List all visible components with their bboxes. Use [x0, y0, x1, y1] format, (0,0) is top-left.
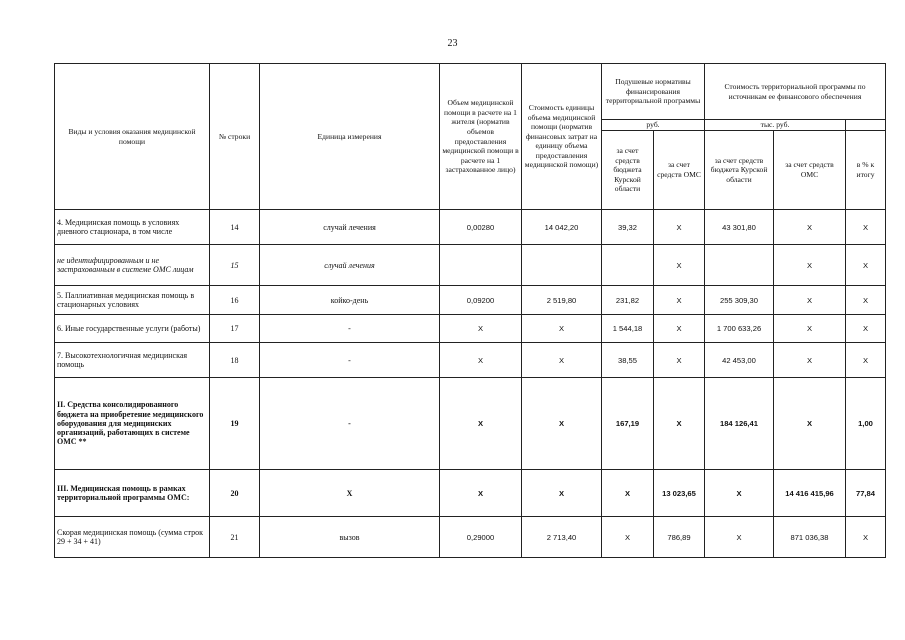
header-blank — [846, 120, 886, 131]
header-pc-oms: за счет средств ОМС — [654, 131, 705, 210]
header-per-capita: Подушевые нормативы финансирования территориальной программы — [602, 64, 705, 120]
row-pc-oms: 786,89 — [654, 517, 705, 558]
row-no: 18 — [210, 343, 260, 378]
row-tc-oms: X — [774, 286, 846, 315]
row-name: 7. Высокотехнологичная медицинская помощь — [55, 343, 210, 378]
header-pc-budget: за счет средств бюджета Курской области — [602, 131, 654, 210]
row-pct: X — [846, 210, 886, 245]
row-tc-oms: 871 036,38 — [774, 517, 846, 558]
row-pc-budget: X — [602, 517, 654, 558]
row-pc-budget: 231,82 — [602, 286, 654, 315]
row-no: 14 — [210, 210, 260, 245]
row-pc-budget — [602, 245, 654, 286]
row-pct: 1,00 — [846, 378, 886, 470]
row-unit: - — [260, 378, 440, 470]
row-cost: 14 042,20 — [522, 210, 602, 245]
row-unit: случай лечения — [260, 210, 440, 245]
header-cost: Стоимость единицы объема медицинской помощи (норматив финансовых затрат на единицу объема предоставления медицинской помощи) — [522, 64, 602, 210]
table-row — [55, 378, 886, 470]
row-tc-oms: X — [774, 315, 846, 343]
row-pc-oms: X — [654, 245, 705, 286]
row-volume: X — [440, 378, 522, 470]
row-no: 17 — [210, 315, 260, 343]
row-pct: X — [846, 245, 886, 286]
row-cost: X — [522, 315, 602, 343]
row-tc-budget: 42 453,00 — [705, 343, 774, 378]
row-pct: X — [846, 315, 886, 343]
row-tc-budget: 1 700 633,26 — [705, 315, 774, 343]
header-tc-oms: за счет средств ОМС — [774, 131, 846, 210]
row-pc-oms: X — [654, 210, 705, 245]
row-no: 21 — [210, 517, 260, 558]
table-row — [55, 470, 886, 517]
row-tc-budget: X — [705, 470, 774, 517]
row-unit: случай лечения — [260, 245, 440, 286]
row-cost — [522, 245, 602, 286]
row-tc-budget: X — [705, 517, 774, 558]
row-pc-oms: 13 023,65 — [654, 470, 705, 517]
table-row — [55, 245, 886, 286]
row-no: 15 — [210, 245, 260, 286]
row-volume: X — [440, 470, 522, 517]
row-volume — [440, 245, 522, 286]
row-name: III. Медицинская помощь в рамках территориальной программы ОМС: — [55, 470, 210, 517]
row-pc-budget: 38,55 — [602, 343, 654, 378]
row-tc-oms: X — [774, 210, 846, 245]
header-total-cost: Стоимость территориальной программы по источникам ее финансового обеспечения — [705, 64, 886, 120]
row-tc-oms: X — [774, 343, 846, 378]
row-tc-budget: 184 126,41 — [705, 378, 774, 470]
header-rub: руб. — [602, 120, 705, 131]
row-unit: - — [260, 343, 440, 378]
row-tc-budget: 43 301,80 — [705, 210, 774, 245]
row-cost: 2 519,80 — [522, 286, 602, 315]
row-volume: 0,29000 — [440, 517, 522, 558]
row-cost: X — [522, 378, 602, 470]
header-types: Виды и условия оказания медицинской помощи — [55, 64, 210, 210]
row-name: Скорая медицинская помощь (сумма строк 29 + 34 + 41) — [55, 517, 210, 558]
row-tc-oms: X — [774, 245, 846, 286]
row-name: 5. Паллиативная медицинская помощь в стационарных условиях — [55, 286, 210, 315]
row-tc-oms: 14 416 415,96 — [774, 470, 846, 517]
row-volume: 0,09200 — [440, 286, 522, 315]
row-tc-oms: X — [774, 378, 846, 470]
row-pc-budget: 167,19 — [602, 378, 654, 470]
row-pc-budget: 39,32 — [602, 210, 654, 245]
row-cost: X — [522, 343, 602, 378]
row-pc-budget: 1 544,18 — [602, 315, 654, 343]
header-thous-rub: тыс. руб. — [705, 120, 846, 131]
row-name: 4. Медицинская помощь в условиях дневного стационара, в том числе — [55, 210, 210, 245]
row-cost: X — [522, 470, 602, 517]
table-row — [55, 517, 886, 558]
row-pct: X — [846, 517, 886, 558]
row-name: II. Средства консолидированного бюджета на приобретение медицинского оборудования для медицинских организаций, работающих в системе ОМС ** — [55, 378, 210, 470]
row-pc-oms: X — [654, 378, 705, 470]
header-tc-budget: за счет средств бюджета Курской области — [705, 131, 774, 210]
header-volume: Объем медицинской помощи в расчете на 1 жителя (норматив объемов предоставления медицинской помощи в расчете на 1 застрахованное лицо) — [440, 64, 522, 210]
row-unit: X — [260, 470, 440, 517]
row-volume: 0,00280 — [440, 210, 522, 245]
row-no: 19 — [210, 378, 260, 470]
row-name: не идентифицированным и не застрахованным в системе ОМС лицам — [55, 245, 210, 286]
table-row — [55, 286, 886, 315]
row-name: 6. Иные государственные услуги (работы) — [55, 315, 210, 343]
row-tc-budget — [705, 245, 774, 286]
row-pct: X — [846, 286, 886, 315]
table-row — [55, 315, 886, 343]
table-row — [55, 210, 886, 245]
row-unit: вызов — [260, 517, 440, 558]
row-volume: X — [440, 315, 522, 343]
row-unit: - — [260, 315, 440, 343]
header-percent: в % к итогу — [846, 131, 886, 210]
header-unit: Единица измерения — [260, 64, 440, 210]
row-pc-oms: X — [654, 343, 705, 378]
program-cost-table — [54, 63, 886, 558]
row-pc-budget: X — [602, 470, 654, 517]
row-pc-oms: X — [654, 286, 705, 315]
row-pct: 77,84 — [846, 470, 886, 517]
row-volume: X — [440, 343, 522, 378]
row-no: 20 — [210, 470, 260, 517]
row-pct: X — [846, 343, 886, 378]
row-tc-budget: 255 309,30 — [705, 286, 774, 315]
row-cost: 2 713,40 — [522, 517, 602, 558]
row-no: 16 — [210, 286, 260, 315]
page-number: 23 — [447, 38, 458, 49]
table-row — [55, 343, 886, 378]
header-row-no: № строки — [210, 64, 260, 210]
row-unit: койко-день — [260, 286, 440, 315]
row-pc-oms: X — [654, 315, 705, 343]
